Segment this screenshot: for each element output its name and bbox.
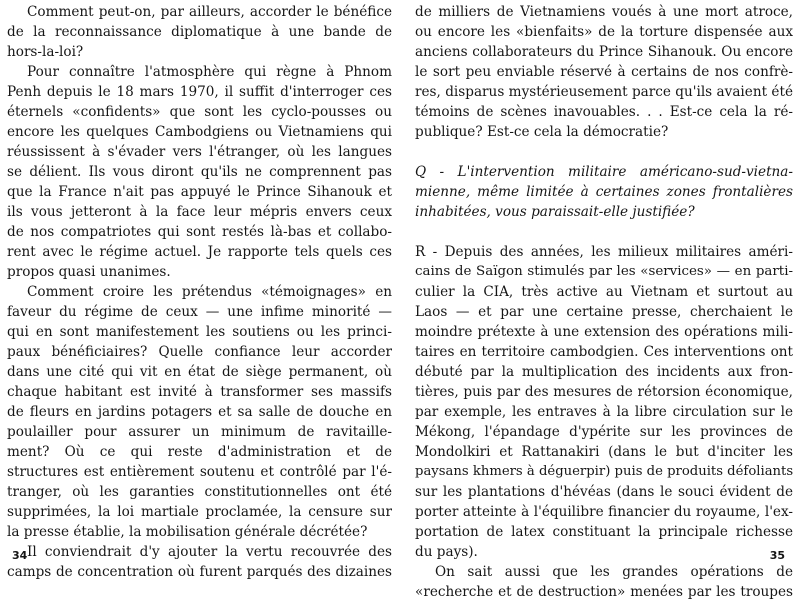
text-line: taires en territoire cambodgien. Ces interventions ont	[415, 344, 793, 360]
text-line: de fleurs en jardins potagers et sa salle de douche en	[7, 404, 392, 420]
question-line: inhabitées, vous paraissait-elle justifiée?	[415, 204, 695, 220]
text-line: «recherche et de destruction» menées par les troupes	[415, 584, 793, 600]
text-line: que la France n'ait pas appuyé le Prince Sihanouk et	[7, 184, 392, 200]
text-line: témoins de scènes inavouables. . . Est-ce cela la ré-	[415, 104, 793, 120]
text-line: la presse établie, la mobilisation générale décrétée?	[7, 524, 368, 540]
answer-line: R - Depuis des années, les milieux militaires améri-	[415, 244, 793, 260]
text-line: On sait aussi que les grandes opérations de	[435, 564, 793, 580]
question-line: Q - L'intervention militaire américano-sud-vietna-	[415, 164, 793, 180]
text-line: cains de Saïgon stimulés par les «services» — en parti-	[415, 264, 793, 279]
text-line: réussissent à s'évader vers l'étranger, où les langues	[7, 144, 392, 160]
paragraph-gap	[415, 222, 793, 242]
text-line: qui en sont manifestement les soutiens ou les princi-	[7, 324, 392, 340]
text-line: se délient. Ils vous diront qu'ils ne comprennent pas	[7, 164, 392, 180]
text-line: paux bénéficiaires? Quelle confiance leur accorder	[7, 344, 392, 360]
text-line: sur les plantations d'hévéas (dans le souci évident de	[415, 484, 793, 500]
text-line: tranger, où les garanties constitutionnelles ont été	[7, 484, 392, 500]
text-line: ou encore les «bienfaits» de la torture dispensée aux	[415, 24, 793, 40]
text-line: culier la CIA, très active au Vietnam et surtout au	[415, 284, 793, 300]
paragraph-gap	[415, 142, 793, 162]
page-number: 34	[12, 549, 28, 562]
text-line: débuté par la multiplication des incidents aux fron-	[415, 364, 793, 380]
text-line: de milliers de Vietnamiens voués à une mort atroce,	[415, 4, 793, 20]
text-line: hors-la-loi?	[7, 44, 84, 60]
page-number: 35	[769, 549, 785, 562]
text-line: ment? Où ce qui reste d'administration et de	[7, 444, 392, 460]
left-page-text	[7, 2, 392, 582]
text-line: poulailler pour assurer un minimum de ravitaille-	[7, 424, 392, 440]
text-line: anciens collaborateurs du Prince Sihanouk. Ou encore	[415, 44, 793, 60]
text-line: structures est entièrement soutenu et contrôlé par l'é-	[7, 464, 392, 480]
text-line: Il conviendrait d'y ajouter la vertu recouvrée des	[27, 544, 392, 560]
text-line: le sort peu enviable réservé à certains de nos confrè-	[415, 64, 793, 80]
text-line: Comment peut-on, par ailleurs, accorder le bénéfice	[27, 4, 392, 20]
text-line: dans une cité qui vit en état de siège permanent, où	[7, 364, 392, 380]
text-line: chaque habitant est invité à transformer ses massifs	[7, 384, 392, 400]
left-page	[0, 0, 400, 580]
text-line: Pour connaître l'atmosphère qui règne à Phnom	[27, 64, 392, 80]
text-line: Penh depuis le 18 mars 1970, il suffit d'interroger ces	[7, 84, 392, 100]
right-page-text	[415, 2, 793, 602]
text-line: propos quasi unanimes.	[7, 264, 171, 280]
text-line: portation de latex constituant la principale richesse	[415, 524, 793, 540]
text-line: porter atteinte à l'équilibre financier du royaume, l'ex-	[415, 504, 793, 520]
text-line: moindre prétexte à une extension des opérations mili-	[415, 324, 793, 340]
text-line: faveur du régime de ceux — une infime minorité —	[7, 304, 392, 320]
text-line: par exemple, les entraves à la libre circulation sur le	[415, 404, 793, 420]
text-line: Laos — et par une certaine presse, cherchaient le	[415, 304, 793, 320]
text-line: ils vous jetteront à la face leur mépris envers ceux	[7, 204, 392, 220]
text-line: tières, puis par des mesures de rétorsion économique,	[415, 384, 793, 400]
text-line: supprimées, la loi martiale proclamée, la censure sur	[7, 504, 392, 520]
text-line: rent avec le régime actuel. Je rapporte tels quels ces	[7, 244, 392, 260]
question-line: mienne, même limitée à certaines zones frontalières	[415, 184, 793, 200]
text-line: publique? Est-ce cela la démocratie?	[415, 124, 669, 140]
text-line: encore les quelques Cambodgiens ou Vietnamiens qui	[7, 124, 392, 140]
text-line: camps de concentration où furent parqués des dizaines	[7, 564, 392, 580]
right-page	[400, 0, 800, 600]
text-line: res, disparus mystérieusement parce qu'ils avaient été	[415, 84, 793, 100]
text-line: Comment croire les prétendus «témoignages» en	[27, 284, 392, 300]
text-line: de nos compatriotes qui sont restés là-bas et collabo-	[7, 224, 392, 240]
text-line: éternels «confidents» que sont les cyclo-pousses ou	[7, 104, 392, 120]
text-line: du pays).	[415, 544, 478, 560]
text-line: Mékong, l'épandage d'ypérite sur les provinces de	[415, 424, 793, 440]
text-line: de la reconnaissance diplomatique à une bande de	[7, 24, 392, 40]
text-line: Mondolkiri et Rattanakiri (dans le but d'inciter les	[415, 444, 793, 460]
text-line: paysans khmers à déguerpir) puis de produits défoliants	[415, 464, 794, 479]
